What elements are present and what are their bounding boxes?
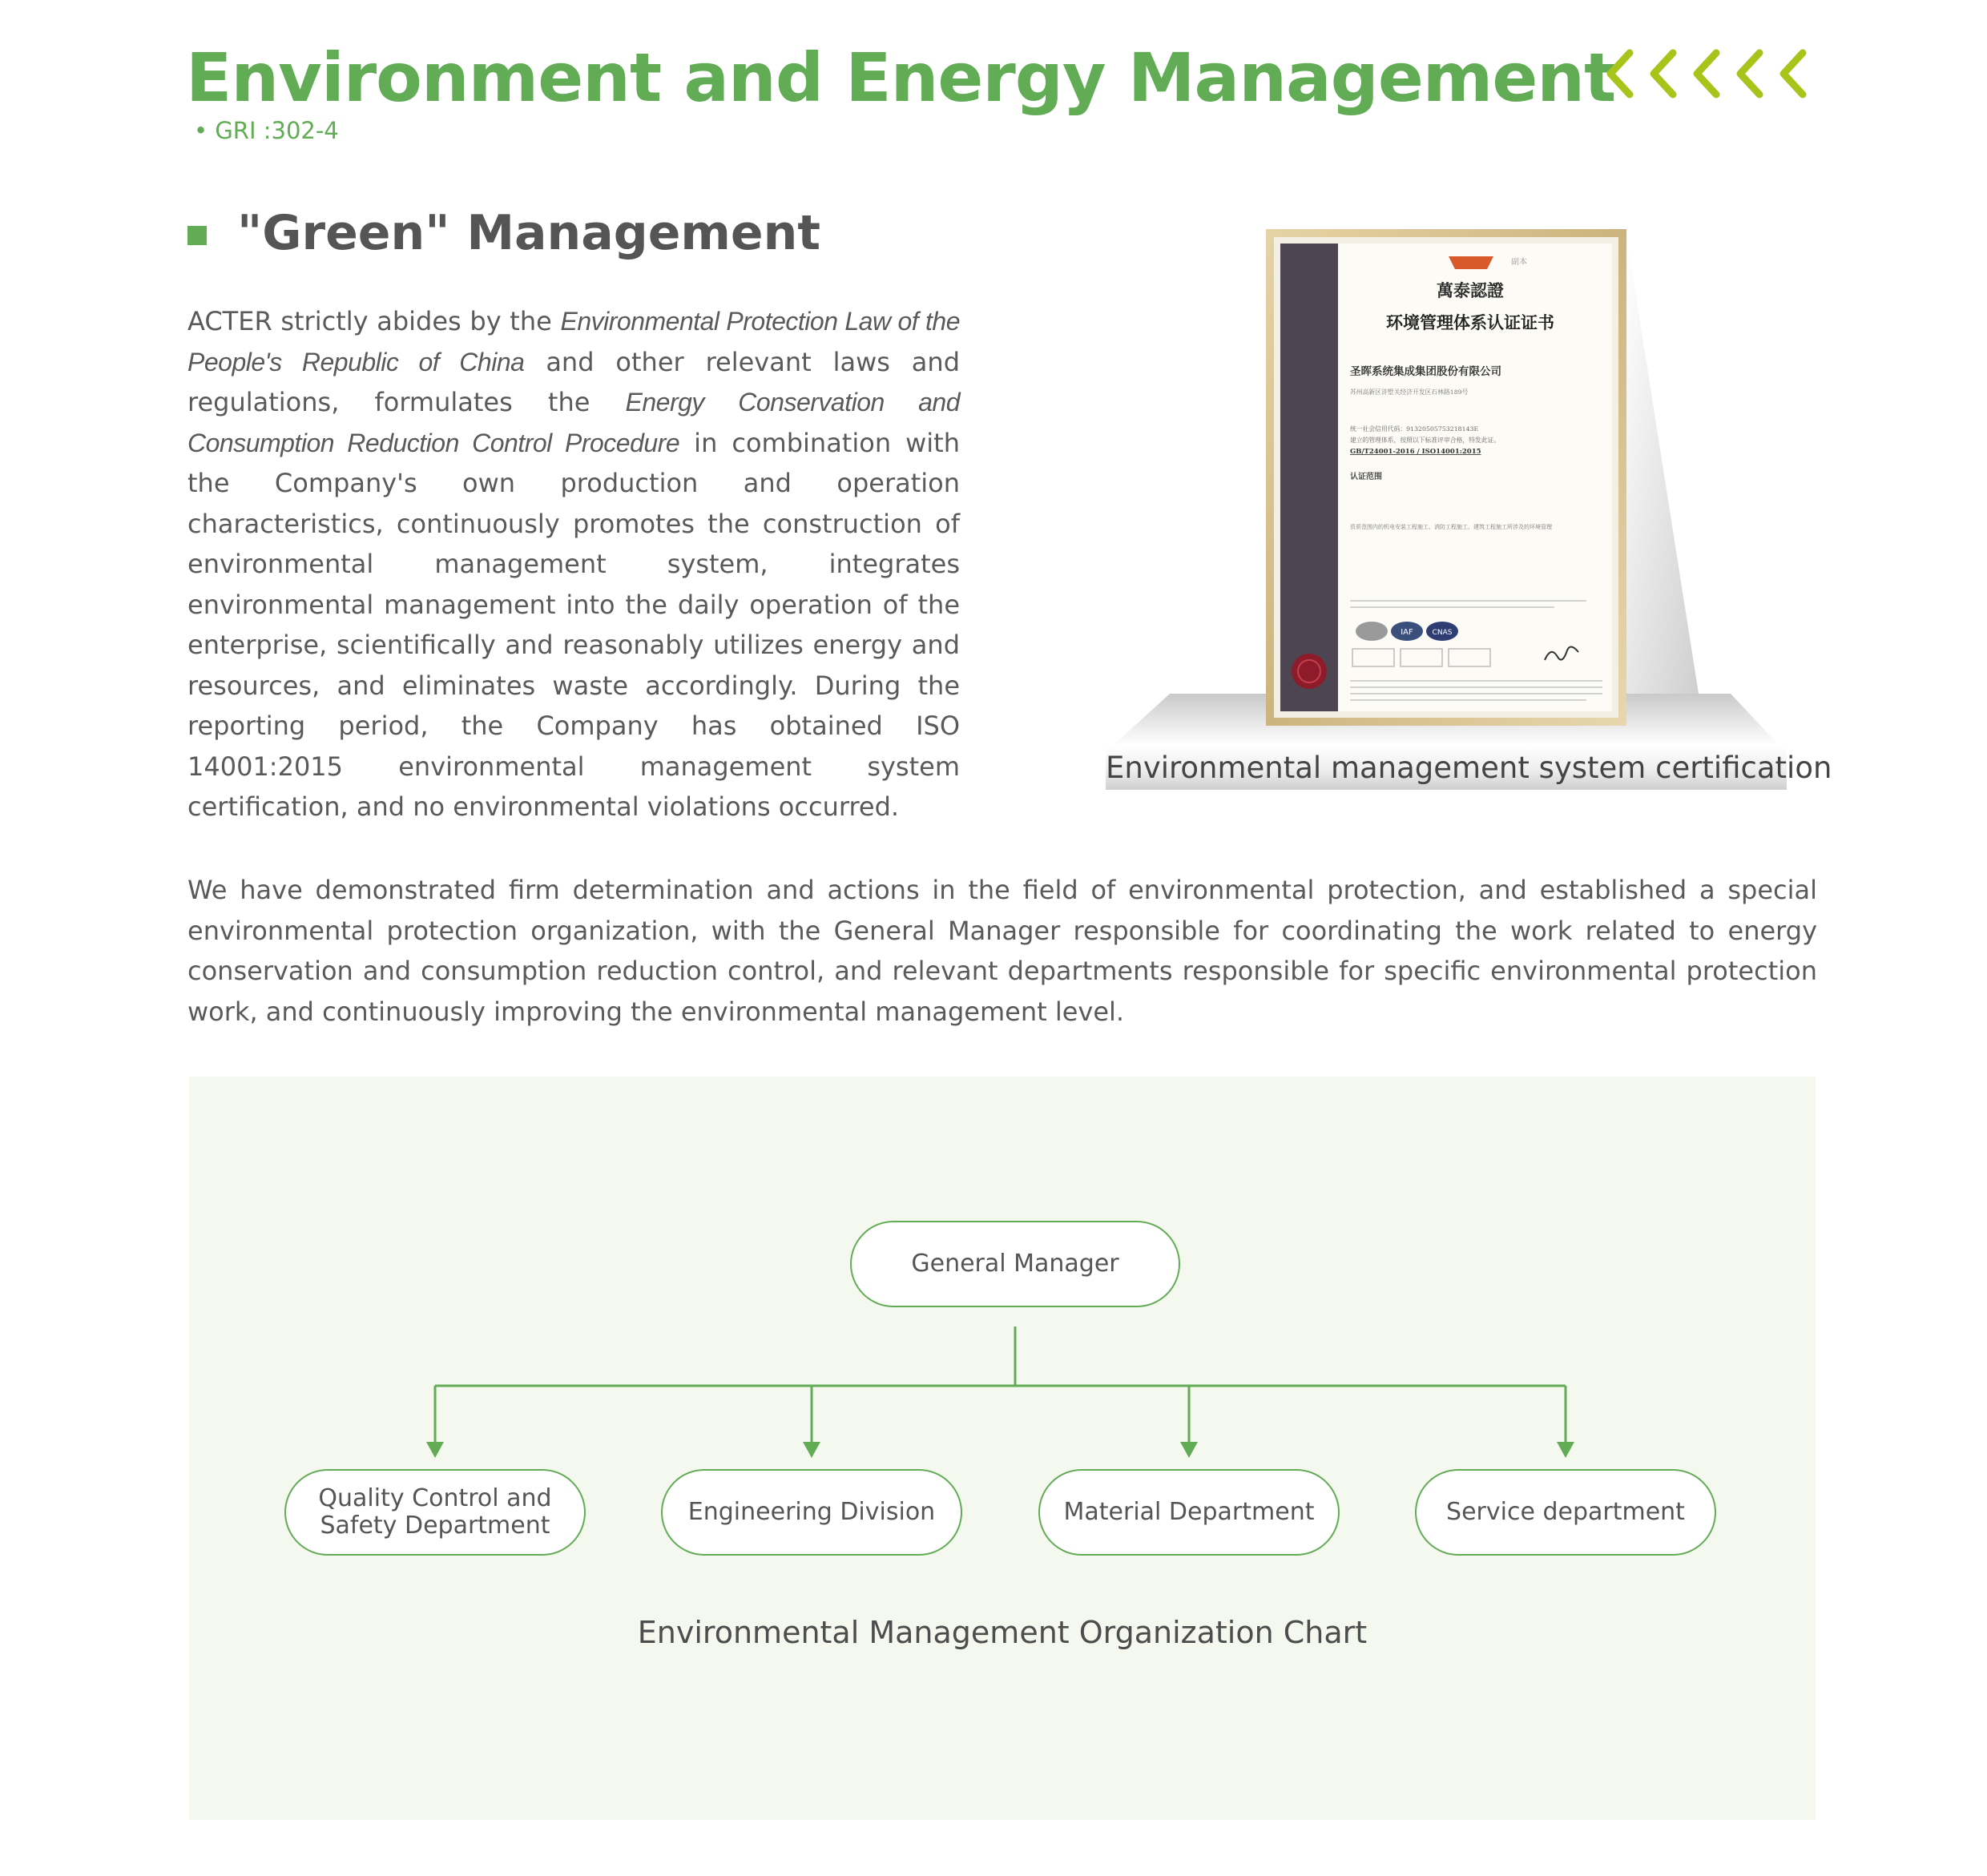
certificate-scope-label: 认证范围 <box>1350 473 1382 481</box>
org-chart-panel <box>189 1077 1816 1820</box>
certificate-brand: 萬泰認證 <box>1437 281 1504 300</box>
chevron-left-icon <box>1602 48 1824 99</box>
org-node-service: Service department <box>1415 1469 1716 1556</box>
certificate-statement: 建立的管理体系，按照以下标准评审合格，特发此证。 <box>1350 437 1501 444</box>
iaf-logo: IAF <box>1401 628 1413 637</box>
org-chart-caption: Environmental Management Organization Chart <box>637 1615 1368 1650</box>
certificate-heading: 环境管理体系认证证书 <box>1386 312 1554 332</box>
page-title: Environment and Energy Management <box>186 38 1616 117</box>
org-chart-connectors <box>189 1077 1816 1820</box>
certificate-copy-mark: 副本 <box>1511 258 1527 267</box>
gri-reference: • GRI :302-4 <box>194 117 339 144</box>
organization-paragraph: We have demonstrated firm determination and actions in the field of environmental protection, and established a special environmental protection organization, with the General Manager responsible for coordinating the work related to energy conservation and consumption reduction control, and relevant departments responsible for specific environmental protection work, and continuously improving the environmental management level. <box>187 875 1817 1027</box>
certificate-caption: Environmental management system certification <box>1106 747 1787 790</box>
section-bullet <box>187 226 207 245</box>
org-node-engineering: Engineering Division <box>661 1469 962 1556</box>
certificate-standard: GB/T24001-2016 / ISO14001:2015 <box>1350 448 1481 456</box>
procedure-title: Energy Conservation and Consumption Reduction Control Procedure <box>187 388 960 457</box>
certificate-company: 圣晖系统集成集团股份有限公司 <box>1350 365 1501 378</box>
certificate-credit-code: 统一社会信用代码：91320505753218143E <box>1350 425 1479 433</box>
org-node-general-manager: General Manager <box>850 1221 1180 1307</box>
org-node-quality-safety: Quality Control and Safety Department <box>284 1469 586 1556</box>
cnas-logo: CNAS <box>1432 629 1453 637</box>
certificate-address: 苏州高新区浒墅关经济开发区石林路189号 <box>1350 388 1469 396</box>
certificate-image <box>1106 224 1795 785</box>
section-title: "Green" Management <box>237 205 820 261</box>
intro-paragraph: ACTER strictly abides by the Environmental Protection Law of the People's Republic of China and other relevant laws and regulations, formulates the Energy Conservation and Consumption Reduction Control Procedure in combination with the Company's own production and operation characteristics, continuously promotes the construction of environmental management system, integrates environmental management into the daily operation of the enterprise, scientifically and reasonably utilizes energy and resources, and eliminates waste accordingly. During the reporting period, the Company has obtained ISO 14001:2015 environmental management system certification, and no environmental violations occurred. <box>187 306 961 822</box>
certificate-scope-text: 资质范围内的机电安装工程施工、消防工程施工、建筑工程施工所涉及的环境管理 <box>1350 524 1552 530</box>
law-title: Environmental Protection Law of the People's Republic of China <box>187 307 961 376</box>
org-node-material: Material Department <box>1038 1469 1340 1556</box>
